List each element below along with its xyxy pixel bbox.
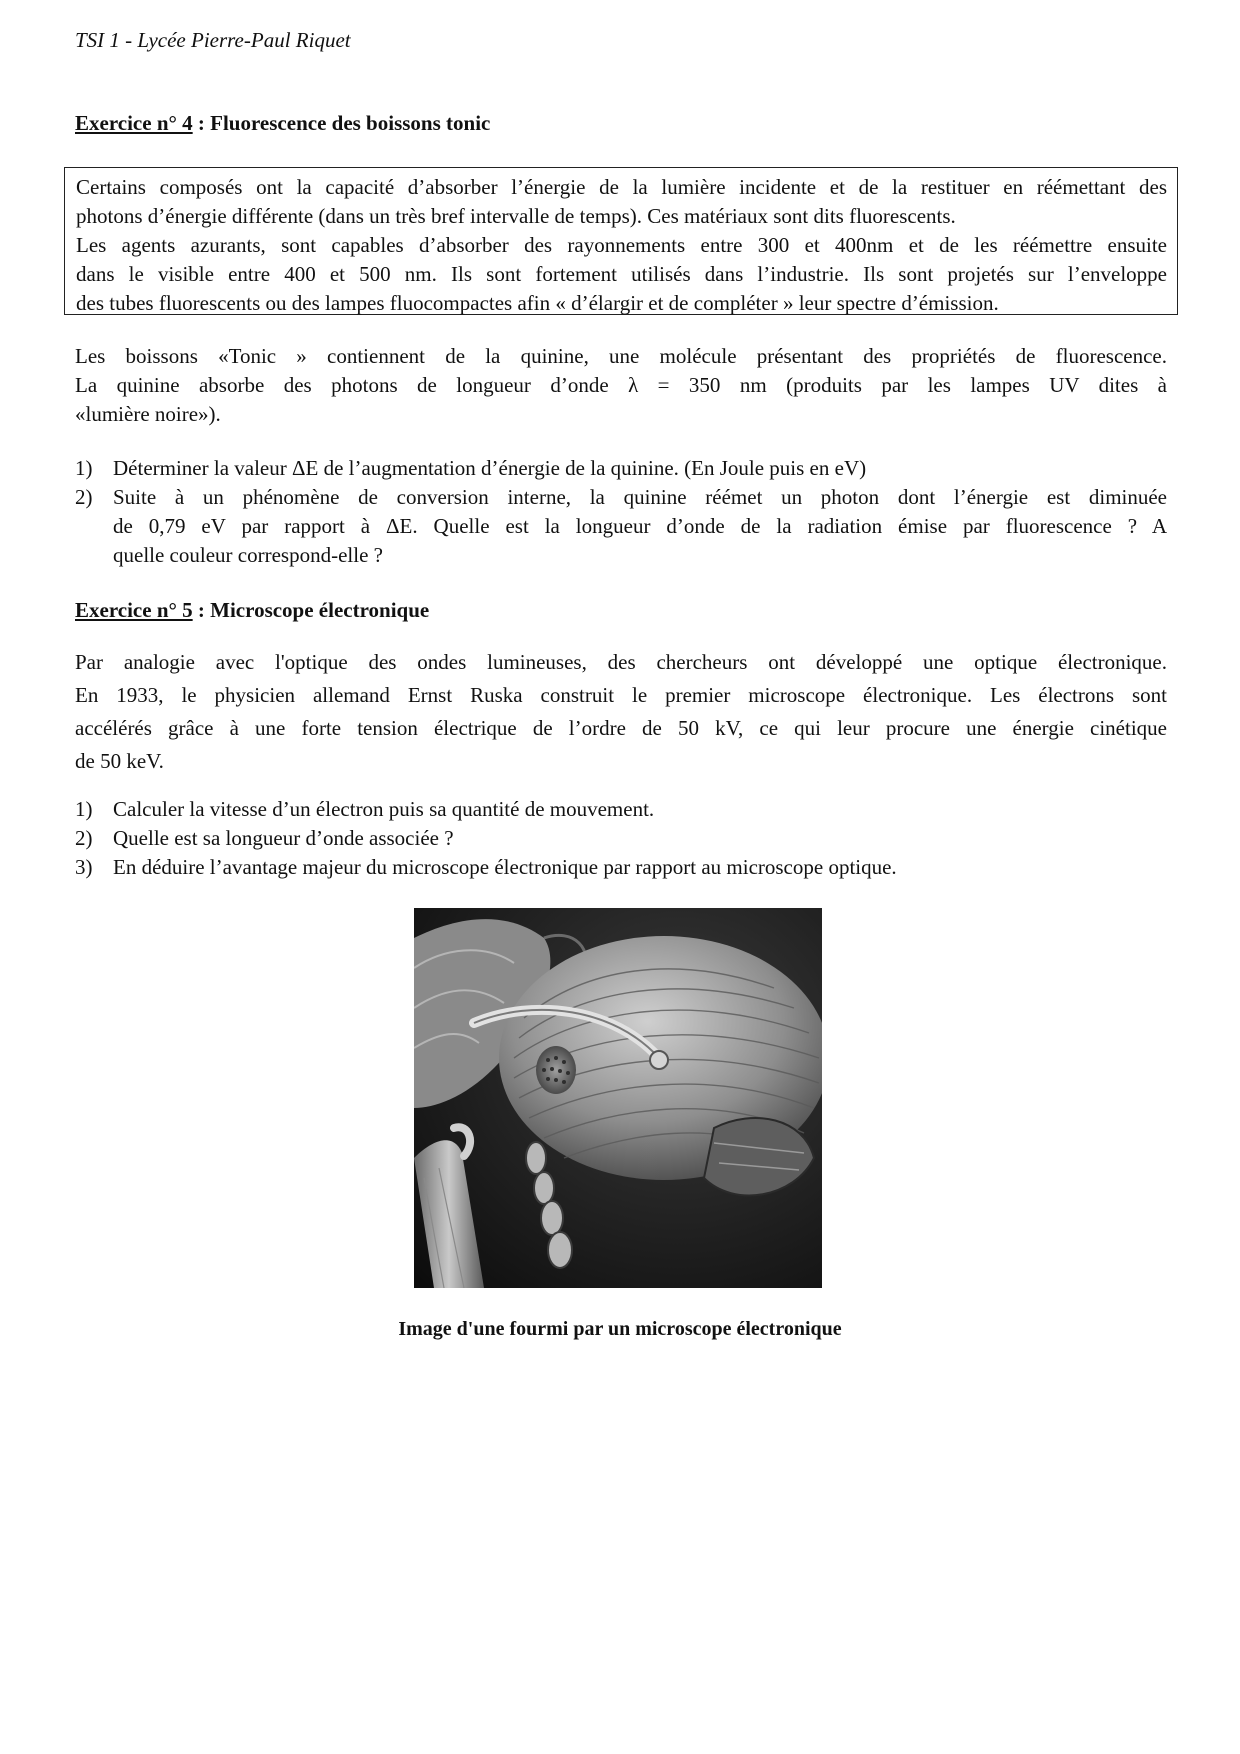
- question-number: 1): [75, 797, 93, 821]
- question-number: 3): [75, 855, 93, 879]
- question-item: [75, 454, 1167, 483]
- exercise-4-questions: [75, 454, 1167, 570]
- exercise-5-label: Exercice n° 5: [75, 598, 193, 622]
- exercise-5-heading: [75, 598, 429, 623]
- question-number: 2): [75, 485, 93, 509]
- question-item: [75, 824, 1167, 853]
- question-text: Quelle est sa longueur d’onde associée ?: [113, 826, 454, 850]
- intro-line: Par analogie avec l'optique des ondes lumineuses, des chercheurs ont développé une optique électronique.: [75, 650, 1167, 674]
- info-box-line: dans le visible entre 400 et 500 nm. Ils sont fortement utilisés dans l’industrie. Ils sont projetés sur l’enveloppe: [76, 262, 1167, 286]
- exercise-4-intro: [75, 342, 1167, 429]
- info-box-line: Certains composés ont la capacité d’absorber l’énergie de la lumière incidente et de la restituer en réémettant des: [76, 175, 1167, 199]
- question-text: quelle couleur correspond-elle ?: [113, 543, 383, 567]
- ant-sem-image: [414, 908, 822, 1288]
- exercise-5-title: : Microscope électronique: [192, 598, 430, 622]
- question-item: [75, 853, 1167, 882]
- question-item: [75, 795, 1167, 824]
- image-caption: Image d'une fourmi par un microscope électronique: [398, 1318, 842, 1340]
- exercise-4-label: Exercice n° 4: [75, 111, 193, 135]
- question-text: Déterminer la valeur ΔE de l’augmentation d’énergie de la quinine. (En Joule puis en eV): [113, 456, 867, 480]
- exercise-5-questions: [75, 795, 1167, 882]
- question-item: [75, 483, 1167, 570]
- exercise-4-title: : Fluorescence des boissons tonic: [192, 111, 491, 135]
- ant-head-illustration: [414, 908, 822, 1288]
- page-header: TSI 1 - Lycée Pierre-Paul Riquet: [75, 28, 351, 52]
- exercise-5-intro: [75, 646, 1167, 778]
- question-text: Suite à un phénomène de conversion interne, la quinine réémet un photon dont l’énergie est diminuée: [113, 485, 1167, 509]
- question-text: de 0,79 eV par rapport à ΔE. Quelle est la longueur d’onde de la radiation émise par fluorescence ? A: [113, 514, 1167, 538]
- intro-line: Les boissons «Tonic » contiennent de la quinine, une molécule présentant des propriétés de fluorescence.: [75, 344, 1167, 368]
- question-number: 1): [75, 456, 93, 480]
- intro-line: La quinine absorbe des photons de longueur d’onde λ = 350 nm (produits par les lampes UV dites à: [75, 373, 1167, 397]
- info-box-line: photons d’énergie différente (dans un très bref intervalle de temps). Ces matériaux sont dits fluorescents.: [76, 204, 956, 228]
- question-text: Calculer la vitesse d’un électron puis sa quantité de mouvement.: [113, 797, 655, 821]
- info-box-line: des tubes fluorescents ou des lampes fluocompactes afin « d’élargir et de compléter » leur spectre d’émission.: [76, 291, 999, 315]
- intro-line: de 50 keV.: [75, 749, 164, 773]
- fluorescence-info-box: [64, 167, 1178, 315]
- intro-line: accélérés grâce à une forte tension électrique de l’ordre de 50 kV, ce qui leur procure une énergie cinétique: [75, 716, 1167, 740]
- exercise-4-heading: [75, 111, 490, 136]
- intro-line: En 1933, le physicien allemand Ernst Ruska construit le premier microscope électronique. Les électrons sont: [75, 683, 1167, 707]
- info-box-line: Les agents azurants, sont capables d’absorber des rayonnements entre 300 et 400nm et de les réémettre ensuite: [76, 233, 1167, 257]
- question-number: 2): [75, 826, 93, 850]
- intro-line: «lumière noire»).: [75, 402, 221, 426]
- question-text: En déduire l’avantage majeur du microscope électronique par rapport au microscope optique.: [113, 855, 897, 879]
